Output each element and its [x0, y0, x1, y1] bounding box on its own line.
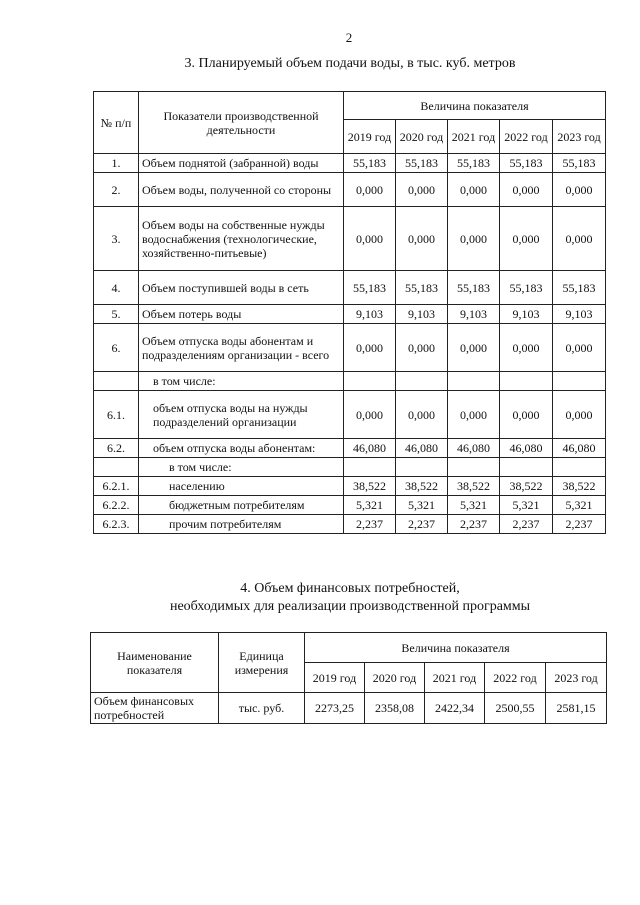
row-value: 55,183 — [500, 271, 553, 305]
row-value: 0,000 — [553, 391, 606, 439]
row-value: 0,000 — [500, 391, 553, 439]
year-header: 2023 год — [546, 663, 607, 693]
row-value: 55,183 — [448, 154, 500, 173]
section-4-title-line-1: 4. Объем финансовых потребностей, — [240, 581, 460, 596]
table-row — [94, 154, 606, 173]
page-number: 2 — [345, 30, 353, 45]
row-value — [500, 458, 553, 477]
table-row — [94, 173, 606, 207]
row-value: 9,103 — [448, 305, 500, 324]
row-value: 0,000 — [396, 173, 448, 207]
row-value — [553, 372, 606, 391]
row-value: 55,183 — [344, 271, 396, 305]
row-value — [553, 458, 606, 477]
name-header: Наименование показателя — [91, 633, 219, 693]
row-value: 5,321 — [448, 496, 500, 515]
row-label: в том числе: — [139, 458, 344, 477]
row-number: 6. — [94, 324, 139, 372]
year-header: 2020 год — [396, 120, 448, 154]
table-row — [91, 693, 607, 724]
row-value: 0,000 — [448, 173, 500, 207]
row-value: 0,000 — [448, 324, 500, 372]
row-value: 38,522 — [553, 477, 606, 496]
row-number: 6.1. — [94, 391, 139, 439]
row-value: 2358,08 — [365, 693, 425, 724]
year-header: 2019 год — [305, 663, 365, 693]
row-value: 0,000 — [448, 391, 500, 439]
row-label: объем отпуска воды на нужды подразделений организации — [139, 391, 344, 439]
table-row — [94, 496, 606, 515]
table-row — [94, 372, 606, 391]
row-value: 2273,25 — [305, 693, 365, 724]
header-row — [94, 92, 606, 120]
row-value: 55,183 — [448, 271, 500, 305]
section-4-title-line-2: необходимых для реализации производственной программы — [169, 599, 531, 614]
row-value: 0,000 — [500, 173, 553, 207]
row-value — [448, 372, 500, 391]
row-label: Объем финансовых потребностей — [91, 693, 219, 724]
row-value — [448, 458, 500, 477]
row-value: 55,183 — [500, 154, 553, 173]
year-header: 2022 год — [500, 120, 553, 154]
row-value: 2,237 — [396, 515, 448, 534]
row-value: 38,522 — [448, 477, 500, 496]
row-number: 2. — [94, 173, 139, 207]
value-header: Величина показателя — [344, 92, 606, 120]
table-row — [94, 207, 606, 271]
row-value: 46,080 — [396, 439, 448, 458]
row-value: 38,522 — [344, 477, 396, 496]
table-row — [94, 458, 606, 477]
row-value: 9,103 — [344, 305, 396, 324]
row-value: 2,237 — [553, 515, 606, 534]
year-header: 2020 год — [365, 663, 425, 693]
row-value: 0,000 — [396, 324, 448, 372]
row-value: 46,080 — [500, 439, 553, 458]
row-label: прочим потребителям — [139, 515, 344, 534]
row-value: 55,183 — [553, 271, 606, 305]
water-supply-table — [93, 91, 606, 534]
year-header: 2021 год — [425, 663, 485, 693]
row-unit: тыс. руб. — [219, 693, 305, 724]
row-value: 5,321 — [396, 496, 448, 515]
row-value: 55,183 — [344, 154, 396, 173]
row-value: 2,237 — [448, 515, 500, 534]
row-number: 6.2.2. — [94, 496, 139, 515]
row-label: Объем воды на собственные нужды водоснабжения (технологические, хозяйственно-питьевые) — [139, 207, 344, 271]
row-value: 0,000 — [553, 324, 606, 372]
indicator-header: Показатели производственной деятельности — [139, 92, 344, 154]
year-header: 2021 год — [448, 120, 500, 154]
row-value: 38,522 — [500, 477, 553, 496]
row-value: 9,103 — [500, 305, 553, 324]
unit-header: Единица измерения — [219, 633, 305, 693]
row-value: 0,000 — [500, 207, 553, 271]
row-value: 55,183 — [396, 271, 448, 305]
row-value — [344, 372, 396, 391]
row-value: 55,183 — [396, 154, 448, 173]
row-value: 0,000 — [344, 207, 396, 271]
row-number: 1. — [94, 154, 139, 173]
row-number: 3. — [94, 207, 139, 271]
table-row — [94, 271, 606, 305]
row-value: 9,103 — [396, 305, 448, 324]
section-3-title: 3. Планируемый объем подачи воды, в тыс. куб. метров — [184, 56, 516, 71]
row-number — [94, 458, 139, 477]
row-value — [500, 372, 553, 391]
row-label: населению — [139, 477, 344, 496]
row-number: 6.2. — [94, 439, 139, 458]
year-header: 2022 год — [485, 663, 546, 693]
row-value: 0,000 — [500, 324, 553, 372]
row-value: 0,000 — [344, 324, 396, 372]
row-value — [344, 458, 396, 477]
row-label: Объем поднятой (забранной) воды — [139, 154, 344, 173]
row-value: 46,080 — [344, 439, 396, 458]
row-number: 6.2.3. — [94, 515, 139, 534]
row-label: Объем поступившей воды в сеть — [139, 271, 344, 305]
row-value: 0,000 — [344, 391, 396, 439]
row-value: 46,080 — [448, 439, 500, 458]
row-value: 5,321 — [553, 496, 606, 515]
table-row — [94, 305, 606, 324]
row-value: 2,237 — [344, 515, 396, 534]
row-number: 5. — [94, 305, 139, 324]
num-header: № п/п — [94, 92, 139, 154]
row-value: 0,000 — [448, 207, 500, 271]
row-value: 38,522 — [396, 477, 448, 496]
row-value: 9,103 — [553, 305, 606, 324]
value-header: Величина показателя — [305, 633, 607, 663]
row-value: 5,321 — [500, 496, 553, 515]
row-value — [396, 458, 448, 477]
row-number: 6.2.1. — [94, 477, 139, 496]
row-value: 2500,55 — [485, 693, 546, 724]
row-value: 5,321 — [344, 496, 396, 515]
row-value: 0,000 — [396, 391, 448, 439]
row-value: 0,000 — [344, 173, 396, 207]
row-value: 2422,34 — [425, 693, 485, 724]
header-row — [91, 633, 607, 663]
table-row — [94, 391, 606, 439]
row-value: 55,183 — [553, 154, 606, 173]
row-value: 46,080 — [553, 439, 606, 458]
row-value: 0,000 — [396, 207, 448, 271]
table-row — [94, 477, 606, 496]
row-number — [94, 372, 139, 391]
table-row — [94, 515, 606, 534]
row-label: бюджетным потребителям — [139, 496, 344, 515]
row-label: объем отпуска воды абонентам: — [139, 439, 344, 458]
row-label: Объем воды, полученной со стороны — [139, 173, 344, 207]
year-header: 2019 год — [344, 120, 396, 154]
year-header: 2023 год — [553, 120, 606, 154]
row-label: Объем отпуска воды абонентам и подразделениям организации - всего — [139, 324, 344, 372]
row-label: в том числе: — [139, 372, 344, 391]
row-number: 4. — [94, 271, 139, 305]
section-4-title — [90, 580, 610, 616]
financial-needs-table — [90, 632, 607, 724]
row-value: 0,000 — [553, 207, 606, 271]
row-value: 2581,15 — [546, 693, 607, 724]
row-value: 0,000 — [553, 173, 606, 207]
row-value — [396, 372, 448, 391]
table-row — [94, 324, 606, 372]
row-label: Объем потерь воды — [139, 305, 344, 324]
table-row — [94, 439, 606, 458]
row-value: 2,237 — [500, 515, 553, 534]
